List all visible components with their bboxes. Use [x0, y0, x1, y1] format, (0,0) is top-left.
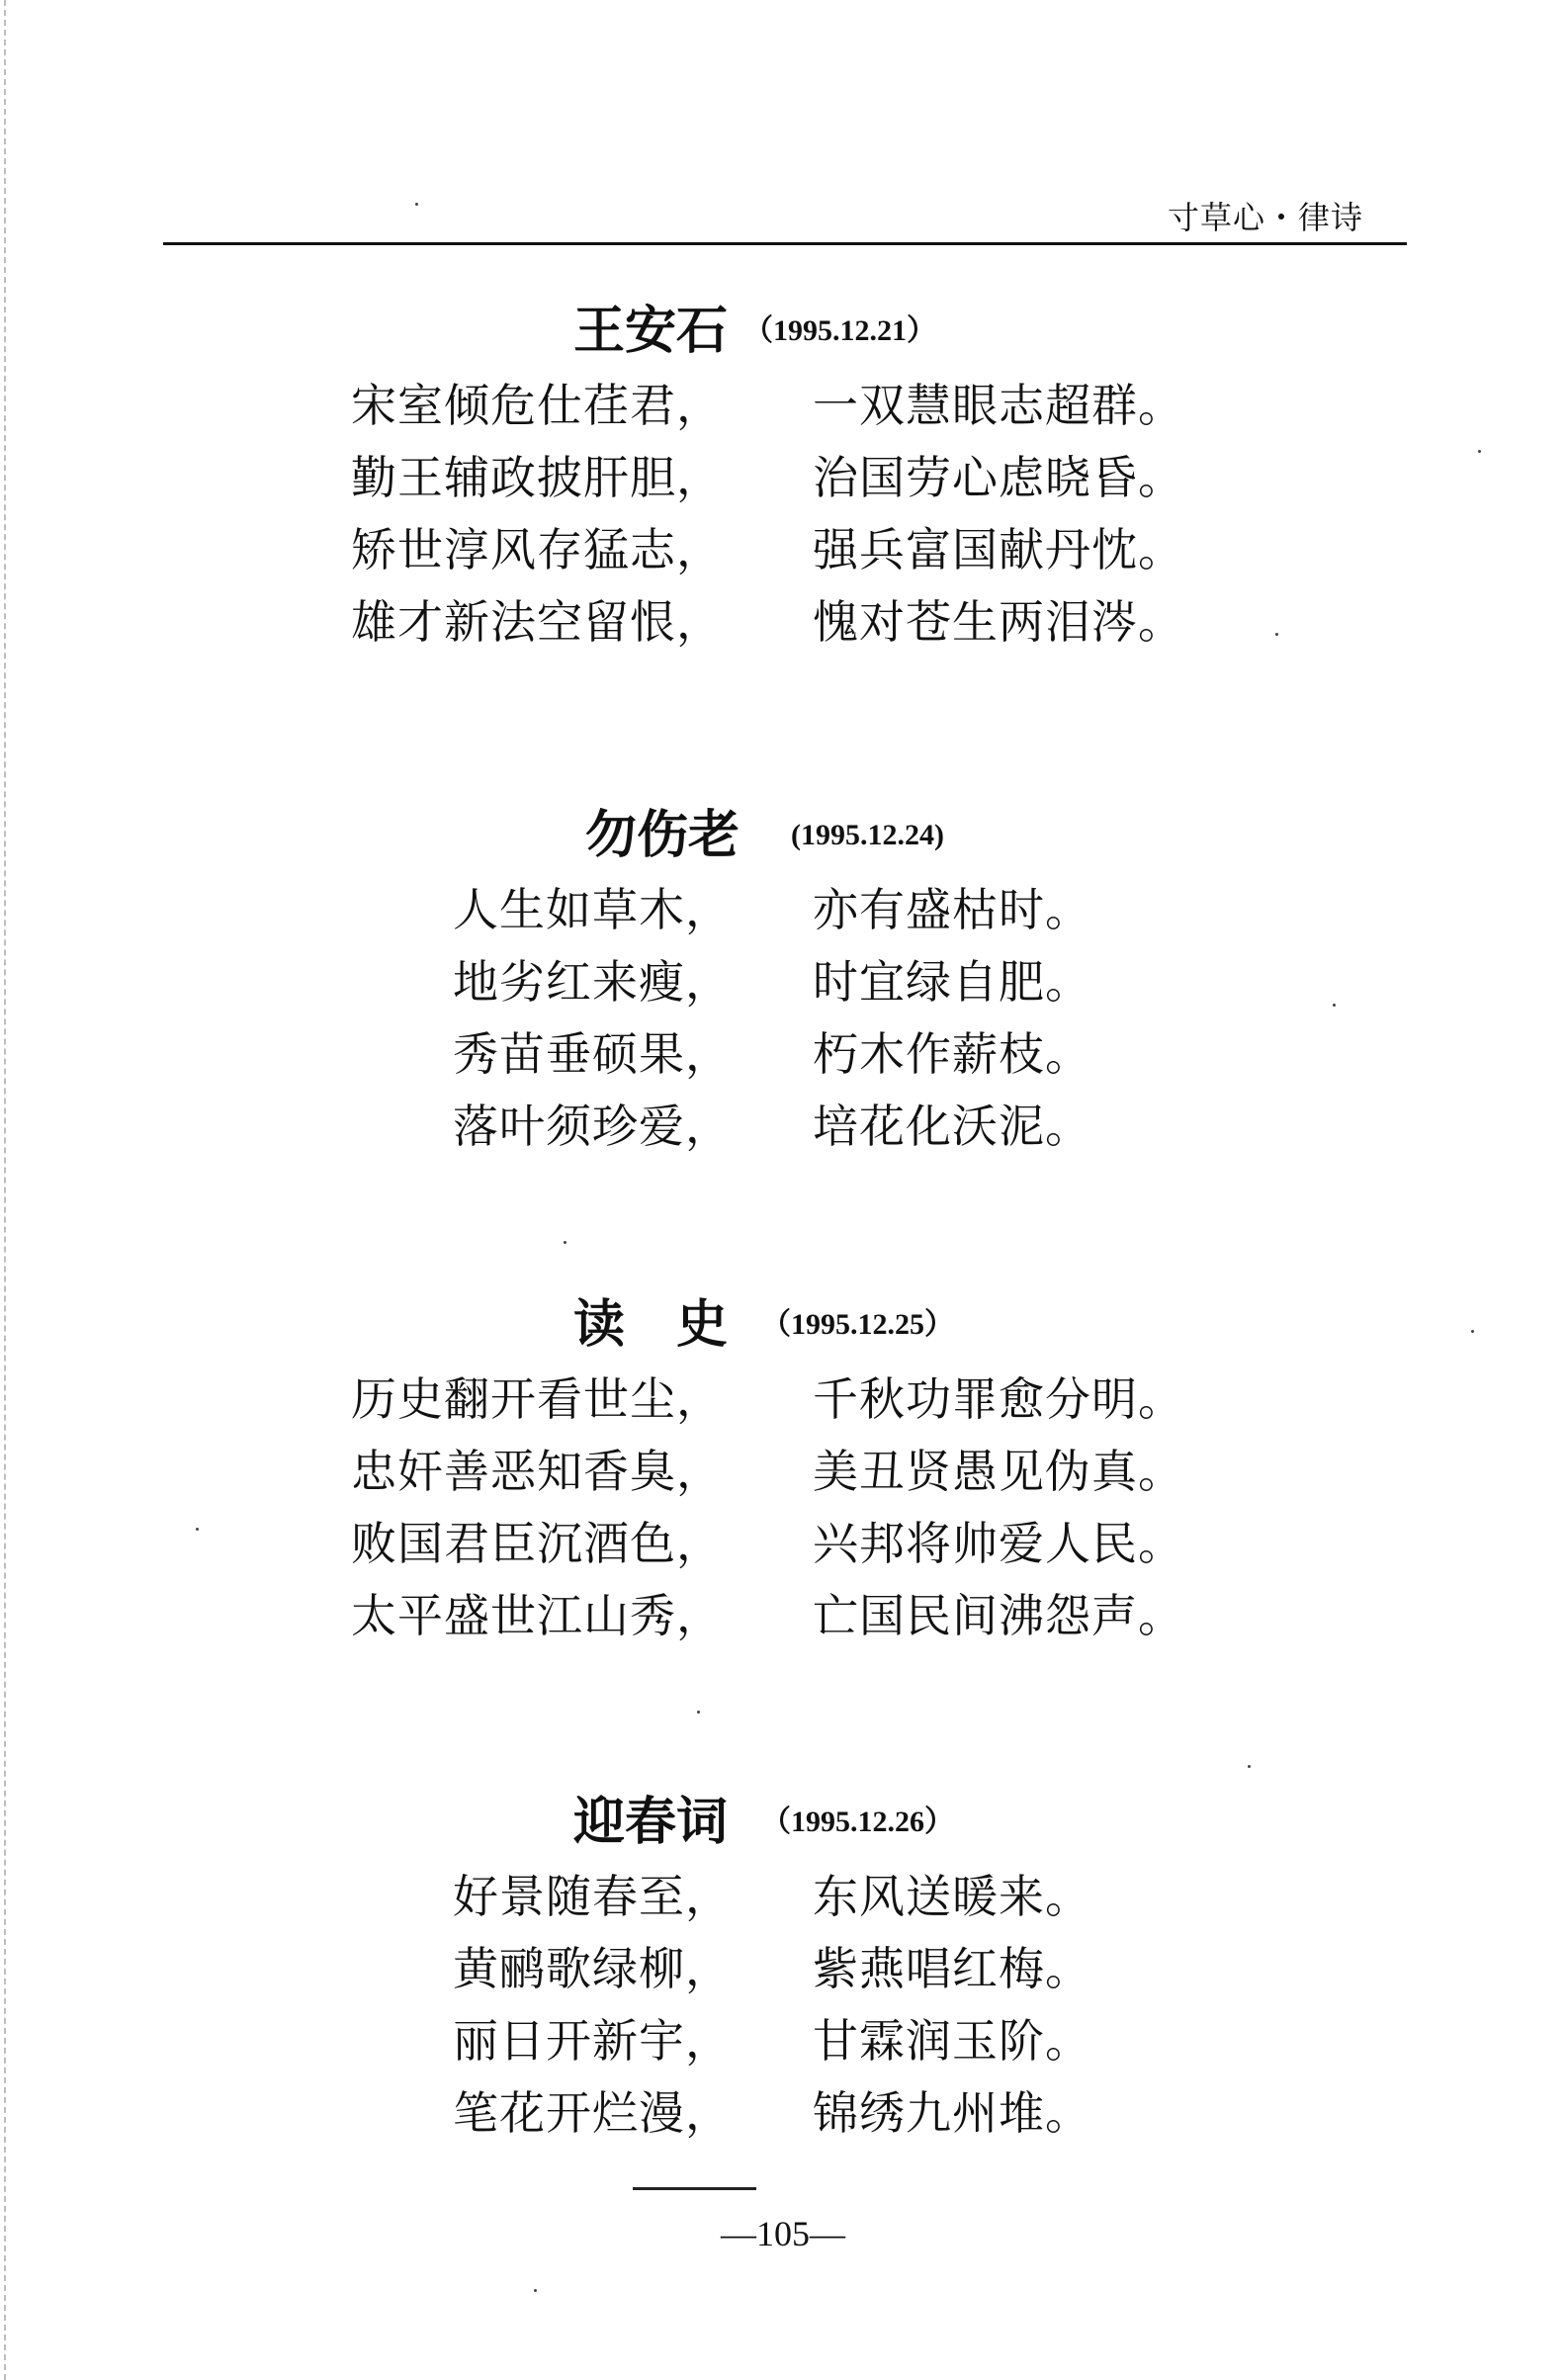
poem-heading	[0, 1788, 1566, 1857]
scan-speck	[415, 203, 418, 206]
verse-line-left: 人生如草木，	[453, 883, 732, 936]
verse-line-left: 败国君臣沉酒色，	[351, 1517, 723, 1570]
poem-heading	[0, 297, 1566, 366]
verse-line-right: 愧对苍生两泪涔。	[813, 595, 1184, 649]
verse-line-left: 笔花开烂漫，	[453, 2086, 732, 2140]
poem-heading	[0, 801, 1566, 870]
verse-line-right: 强兵富国献丹忱。	[813, 523, 1184, 576]
poem-date: （1995.12.25）	[761, 1308, 954, 1341]
verse-line-right: 时宜绿自肥。	[813, 955, 1091, 1009]
poem-date: (1995.12.24)	[791, 819, 944, 851]
poem-heading	[0, 1290, 1566, 1360]
scan-speck	[697, 1711, 700, 1714]
page-number: —105—	[721, 2214, 845, 2253]
verse-line-right: 紫燕唱红梅。	[813, 1942, 1091, 1995]
verse-line-left: 地劣红来瘦，	[453, 955, 732, 1009]
verse-line-left: 忠奸善恶知香臭，	[351, 1445, 723, 1498]
verse-line-left: 秀苗垂硕果，	[453, 1027, 732, 1081]
verse-line-left: 矫世淳风存猛志，	[351, 523, 723, 576]
footer-rule	[633, 2187, 756, 2190]
verse-line-left: 历史翻开看世尘，	[351, 1372, 723, 1426]
verse-line-right: 朽木作薪枝。	[813, 1027, 1091, 1081]
scan-speck	[1471, 1330, 1474, 1333]
scan-speck	[534, 2289, 537, 2292]
verse-line-right: 甘霖润玉阶。	[813, 2014, 1091, 2068]
verse-line-right: 亦有盛枯时。	[813, 883, 1091, 936]
verse-line-right: 兴邦将帅爱人民。	[813, 1517, 1184, 1570]
verse-line-left: 黄鹂歌绿柳，	[453, 1942, 732, 1995]
verse-line-left: 宋室倾危仕荏君，	[351, 379, 723, 432]
verse-line-left: 雄才新法空留恨，	[351, 595, 723, 649]
verse-line-left: 好景随春至，	[453, 1870, 732, 1923]
scan-speck	[196, 1528, 199, 1531]
scan-speck	[1275, 633, 1278, 636]
verse-line-right: 千秋功罪愈分明。	[813, 1372, 1184, 1426]
scan-speck	[1333, 1004, 1336, 1007]
verse-line-right: 美丑贤愚见伪真。	[813, 1445, 1184, 1498]
scan-speck	[1248, 1765, 1251, 1768]
verse-line-left: 太平盛世江山秀，	[351, 1589, 723, 1642]
verse-line-left: 丽日开新宇，	[453, 2014, 732, 2068]
header-rule	[163, 242, 1407, 245]
poem-date: （1995.12.21）	[743, 314, 936, 347]
verse-line-left: 落叶须珍爱，	[453, 1100, 732, 1153]
poem-title: 勿伤老	[585, 806, 740, 865]
verse-line-left: 勤王辅政披肝胆，	[351, 451, 723, 504]
poem-title: 王安石	[573, 302, 729, 361]
verse-line-right: 培花化沃泥。	[813, 1100, 1091, 1153]
scan-speck	[1478, 450, 1481, 453]
verse-line-right: 亡国民间沸怨声。	[813, 1589, 1184, 1642]
verse-line-right: 锦绣九州堆。	[813, 2086, 1091, 2140]
verse-line-right: 一双慧眼志超群。	[813, 379, 1184, 432]
verse-line-right: 治国劳心虑晓昏。	[813, 451, 1184, 504]
running-head: 寸草心・律诗	[1167, 199, 1363, 236]
scan-speck	[564, 1241, 566, 1244]
verse-line-right: 东风送暖来。	[813, 1870, 1091, 1923]
poem-date: （1995.12.26）	[761, 1806, 954, 1838]
poem-title: 读 史	[573, 1295, 729, 1355]
poem-title: 迎春词	[573, 1793, 729, 1852]
